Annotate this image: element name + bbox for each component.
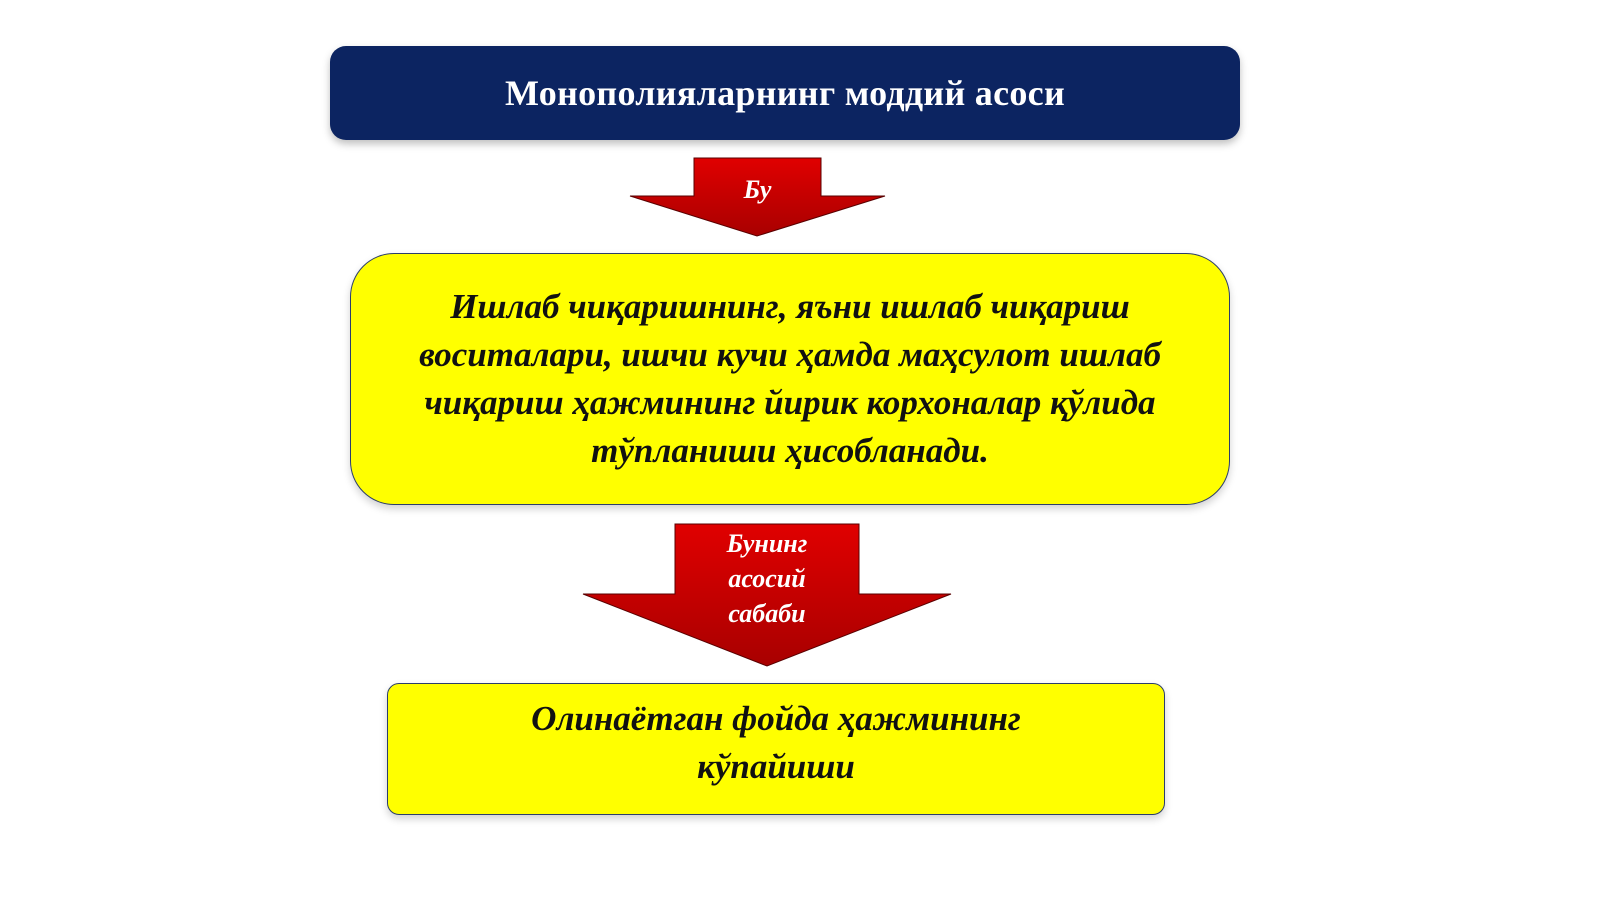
arrow-bottom-label-line: асосий — [728, 564, 806, 593]
arrow-bottom-label-line: Бунинг — [726, 529, 808, 558]
arrow-top-label: Бу — [743, 175, 772, 204]
arrow-bottom-label-line: сабаби — [728, 599, 806, 628]
down-arrow-bottom — [583, 524, 951, 666]
title-box — [330, 46, 1240, 140]
arrow-bottom-label — [583, 526, 951, 631]
title-text: Монополияларнинг моддий асоси — [504, 73, 1066, 113]
result-box — [387, 683, 1165, 815]
main-box-text: Ишлаб чиқаришнинг, яъни ишлаб чиқариш воситалари, ишчи кучи ҳамда маҳсулот ишлаб чиқариш ҳажмининг йирик корхоналар қўлида тўпланиши ҳисобланади. — [419, 287, 1161, 470]
result-box-text: Олинаётган фойда ҳажмининг кўпайиши — [531, 699, 1021, 786]
down-arrow-top — [630, 158, 885, 236]
main-box — [350, 253, 1230, 505]
